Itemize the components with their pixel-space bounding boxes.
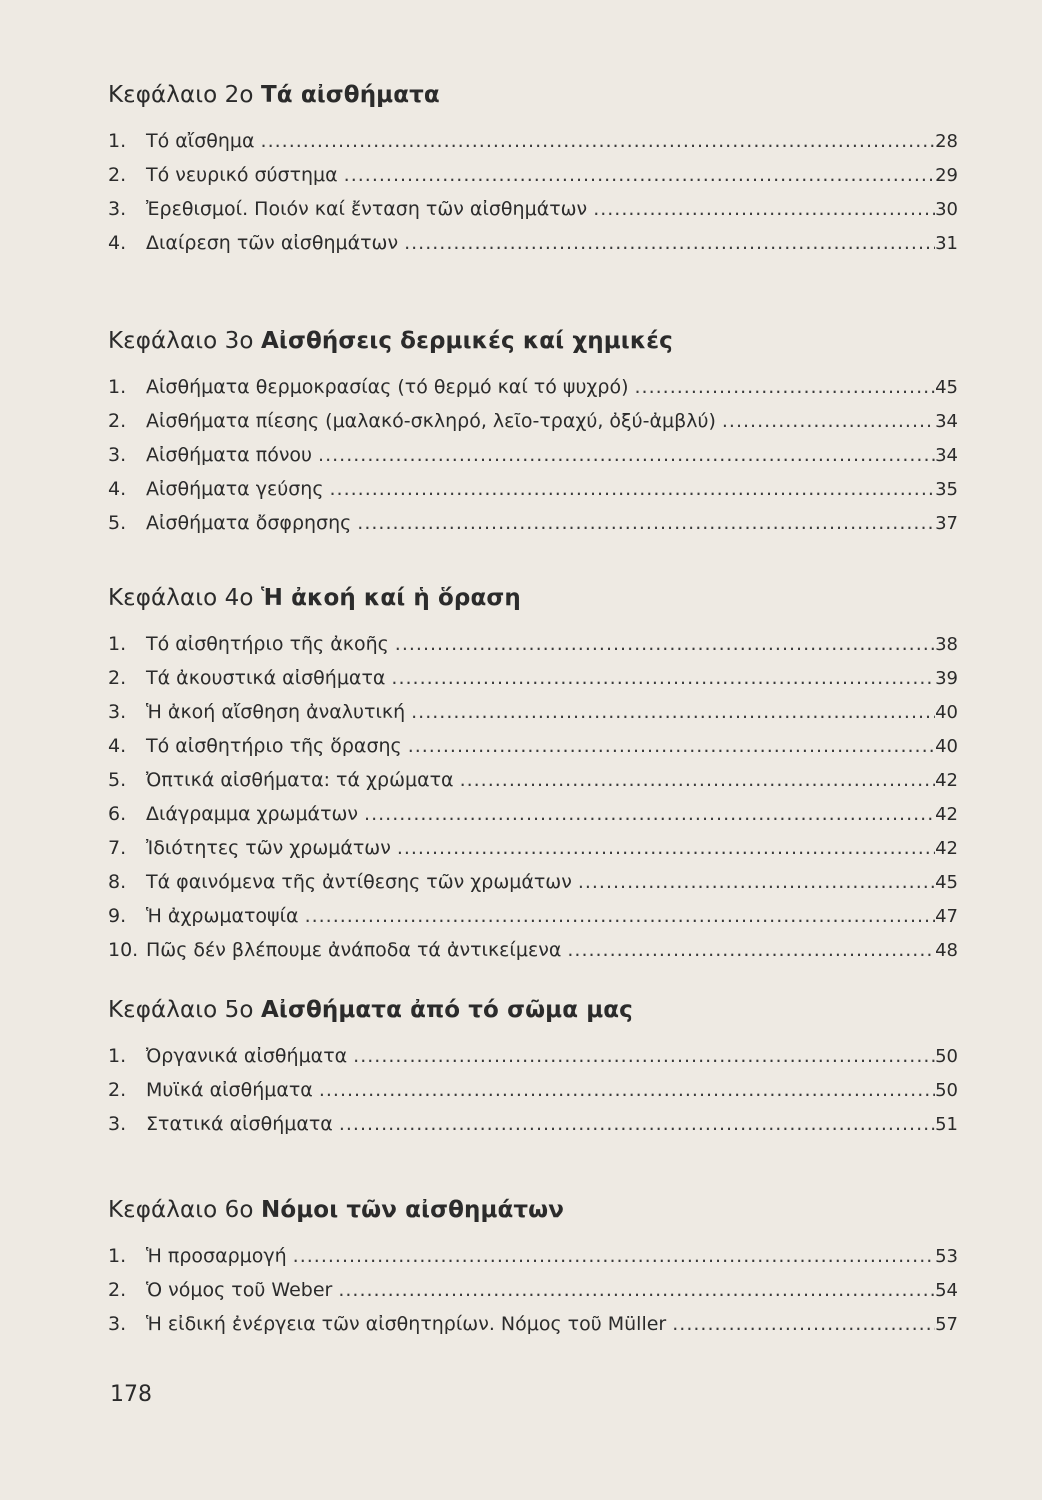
- entry-title: Τά ἀκουστικά αἰσθήματα: [146, 667, 386, 689]
- toc-entry: [108, 226, 958, 260]
- entry-title: Τά φαινόμενα τῆς ἀντίθεσης τῶν χρωμάτων: [146, 871, 572, 893]
- leader-dots: [404, 226, 935, 260]
- chapter-title: Αἰσθήσεις δερμικές καί χημικές: [261, 328, 673, 354]
- entry-number: 9.: [108, 905, 127, 927]
- leader-dots: [357, 506, 935, 540]
- entry-title: Ἐρεθισμοί. Ποιόν καί ἔνταση τῶν αἰσθημάτων: [146, 198, 588, 220]
- entry-title: Αἰσθήματα πίεσης (μαλακό-σκληρό, λεῖο-τραχύ, ὀξύ-ἀμβλύ): [146, 410, 716, 432]
- leader-dots: [722, 404, 935, 438]
- entry-page: 51: [935, 1114, 958, 1135]
- toc-entry: [108, 1239, 958, 1273]
- entry-number: 2.: [108, 410, 127, 432]
- toc-entry: [108, 831, 958, 865]
- toc-entry: [108, 763, 958, 797]
- leader-dots: [338, 1273, 935, 1307]
- entry-number: 1.: [108, 1045, 127, 1067]
- leader-dots: [353, 1039, 935, 1073]
- toc-entry: [108, 472, 958, 506]
- leader-dots: [672, 1307, 935, 1341]
- chapter-heading: [108, 80, 958, 110]
- toc-entry: [108, 1039, 958, 1073]
- entry-title: Τό αἰσθητήριο τῆς ὅρασης: [146, 735, 402, 757]
- chapter-4: [108, 583, 958, 967]
- entry-title: Διαίρεση τῶν αἰσθημάτων: [146, 232, 399, 254]
- toc-entry: [108, 1107, 958, 1141]
- toc-entry: [108, 192, 958, 226]
- entry-number: 2.: [108, 667, 127, 689]
- entry-page: 40: [935, 702, 958, 723]
- toc-entry: [108, 627, 958, 661]
- leader-dots: [578, 865, 935, 899]
- chapter-2: [108, 80, 958, 260]
- chapter-3: [108, 326, 958, 540]
- entry-title: Διάγραμμα χρωμάτων: [146, 803, 359, 825]
- chapter-label: Κεφάλαιο 5ο: [108, 997, 254, 1023]
- toc-entry: [108, 404, 958, 438]
- entry-page: 54: [935, 1280, 958, 1301]
- toc-entry: [108, 438, 958, 472]
- chapter-6: [108, 1195, 958, 1341]
- entry-number: 3.: [108, 1313, 127, 1335]
- leader-dots: [344, 158, 935, 192]
- toc-entry: [108, 370, 958, 404]
- entry-page: 34: [935, 411, 958, 432]
- entry-page: 45: [935, 872, 958, 893]
- entry-number: 3.: [108, 1113, 127, 1135]
- entry-page: 50: [935, 1046, 958, 1067]
- chapter-title: Αἰσθήματα ἀπό τό σῶμα μας: [261, 997, 633, 1023]
- leader-dots: [261, 124, 936, 158]
- entry-title: Αἰσθήματα ὄσφρησης: [146, 512, 352, 534]
- page-number: 178: [110, 1382, 152, 1407]
- entry-title: Ἰδιότητες τῶν χρωμάτων: [146, 837, 391, 859]
- entry-page: 34: [935, 445, 958, 466]
- chapter-label: Κεφάλαιο 3ο: [108, 328, 254, 354]
- chapter-title: Τά αἰσθήματα: [261, 82, 440, 108]
- chapter-5: [108, 995, 958, 1141]
- entry-title: Αἰσθήματα πόνου: [146, 444, 313, 466]
- entry-number: 8.: [108, 871, 127, 893]
- toc-entry: [108, 1073, 958, 1107]
- entry-title: Ἡ εἰδική ἐνέργεια τῶν αἰσθητηρίων. Νόμος τοῦ Müller: [146, 1313, 667, 1335]
- entry-page: 31: [935, 233, 958, 254]
- chapter-label: Κεφάλαιο 6ο: [108, 1197, 254, 1223]
- toc-entry: [108, 933, 958, 967]
- entry-page: 29: [935, 165, 958, 186]
- entry-title: Ἡ προσαρμογή: [146, 1245, 287, 1267]
- leader-dots: [397, 831, 935, 865]
- leader-dots: [305, 899, 936, 933]
- entry-title: Μυϊκά αἰσθήματα: [146, 1079, 313, 1101]
- entry-page: 50: [935, 1080, 958, 1101]
- toc-entry: [108, 506, 958, 540]
- leader-dots: [319, 1073, 935, 1107]
- entry-page: 30: [935, 199, 958, 220]
- entry-title: Ὀπτικά αἰσθήματα: τά χρώματα: [146, 769, 454, 791]
- entry-page: 40: [935, 736, 958, 757]
- toc-entry: [108, 1307, 958, 1341]
- entry-page: 38: [935, 634, 958, 655]
- entry-page: 42: [935, 838, 958, 859]
- entry-number: 2.: [108, 1279, 127, 1301]
- leader-dots: [330, 472, 936, 506]
- entry-title: Στατικά αἰσθήματα: [146, 1113, 333, 1135]
- leader-dots: [460, 763, 936, 797]
- entry-page: 39: [935, 668, 958, 689]
- entry-number: 4.: [108, 735, 127, 757]
- entry-title: Ὀργανικά αἰσθήματα: [146, 1045, 348, 1067]
- entry-title: Πῶς δέν βλέπουμε ἀνάποδα τά ἀντικείμενα: [146, 939, 562, 961]
- chapter-title: Ἡ ἀκοή καί ἡ ὅραση: [261, 585, 521, 611]
- toc-entry: [108, 158, 958, 192]
- entry-page: 42: [935, 804, 958, 825]
- leader-dots: [635, 370, 936, 404]
- entry-page: 53: [935, 1246, 958, 1267]
- chapter-heading: [108, 995, 958, 1025]
- toc-entry: [108, 1273, 958, 1307]
- entry-number: 5.: [108, 512, 127, 534]
- entry-number: 3.: [108, 444, 127, 466]
- entry-page: 42: [935, 770, 958, 791]
- entry-title: Τό αἴσθημα: [146, 130, 255, 152]
- entry-title: Ὁ νόμος τοῦ Weber: [146, 1279, 333, 1301]
- chapter-heading: [108, 1195, 958, 1225]
- entry-number: 2.: [108, 164, 127, 186]
- leader-dots: [567, 933, 935, 967]
- leader-dots: [339, 1107, 935, 1141]
- entry-title: Ἡ ἀκοή αἴσθηση ἀναλυτική: [146, 701, 406, 723]
- entry-number: 2.: [108, 1079, 127, 1101]
- entry-number: 4.: [108, 232, 127, 254]
- entry-title: Τό νευρικό σύστημα: [146, 164, 338, 186]
- entry-title: Ἡ ἀχρωματοψία: [146, 905, 299, 927]
- entry-page: 47: [935, 906, 958, 927]
- toc-entry: [108, 695, 958, 729]
- entry-number: 1.: [108, 376, 127, 398]
- chapter-title: Νόμοι τῶν αἰσθημάτων: [261, 1197, 565, 1223]
- toc-entry: [108, 729, 958, 763]
- toc-entry: [108, 797, 958, 831]
- entry-number: 1.: [108, 130, 127, 152]
- entry-number: 4.: [108, 478, 127, 500]
- entry-number: 10.: [108, 939, 139, 961]
- entry-title: Αἰσθήματα γεύσης: [146, 478, 324, 500]
- leader-dots: [408, 729, 935, 763]
- entry-page: 28: [935, 131, 958, 152]
- toc-entry: [108, 124, 958, 158]
- entry-number: 5.: [108, 769, 127, 791]
- entry-page: 37: [935, 513, 958, 534]
- entry-number: 1.: [108, 633, 127, 655]
- leader-dots: [391, 661, 935, 695]
- entry-page: 35: [935, 479, 958, 500]
- entry-page: 45: [935, 377, 958, 398]
- entry-number: 3.: [108, 701, 127, 723]
- entry-number: 1.: [108, 1245, 127, 1267]
- leader-dots: [293, 1239, 935, 1273]
- entry-page: 57: [935, 1314, 958, 1335]
- entry-number: 7.: [108, 837, 127, 859]
- chapter-heading: [108, 583, 958, 613]
- toc-entry: [108, 661, 958, 695]
- chapter-label: Κεφάλαιο 2ο: [108, 82, 254, 108]
- toc-entry: [108, 865, 958, 899]
- entry-title: Τό αἰσθητήριο τῆς ἀκοῆς: [146, 633, 389, 655]
- entry-title: Αἰσθήματα θερμοκρασίας (τό θερμό καί τό ψυχρό): [146, 376, 629, 398]
- entry-number: 3.: [108, 198, 127, 220]
- leader-dots: [593, 192, 935, 226]
- leader-dots: [395, 627, 935, 661]
- toc-entry: [108, 899, 958, 933]
- entry-page: 48: [935, 940, 958, 961]
- leader-dots: [411, 695, 935, 729]
- leader-dots: [318, 438, 935, 472]
- chapter-heading: [108, 326, 958, 356]
- chapter-label: Κεφάλαιο 4ο: [108, 585, 254, 611]
- entry-number: 6.: [108, 803, 127, 825]
- leader-dots: [364, 797, 935, 831]
